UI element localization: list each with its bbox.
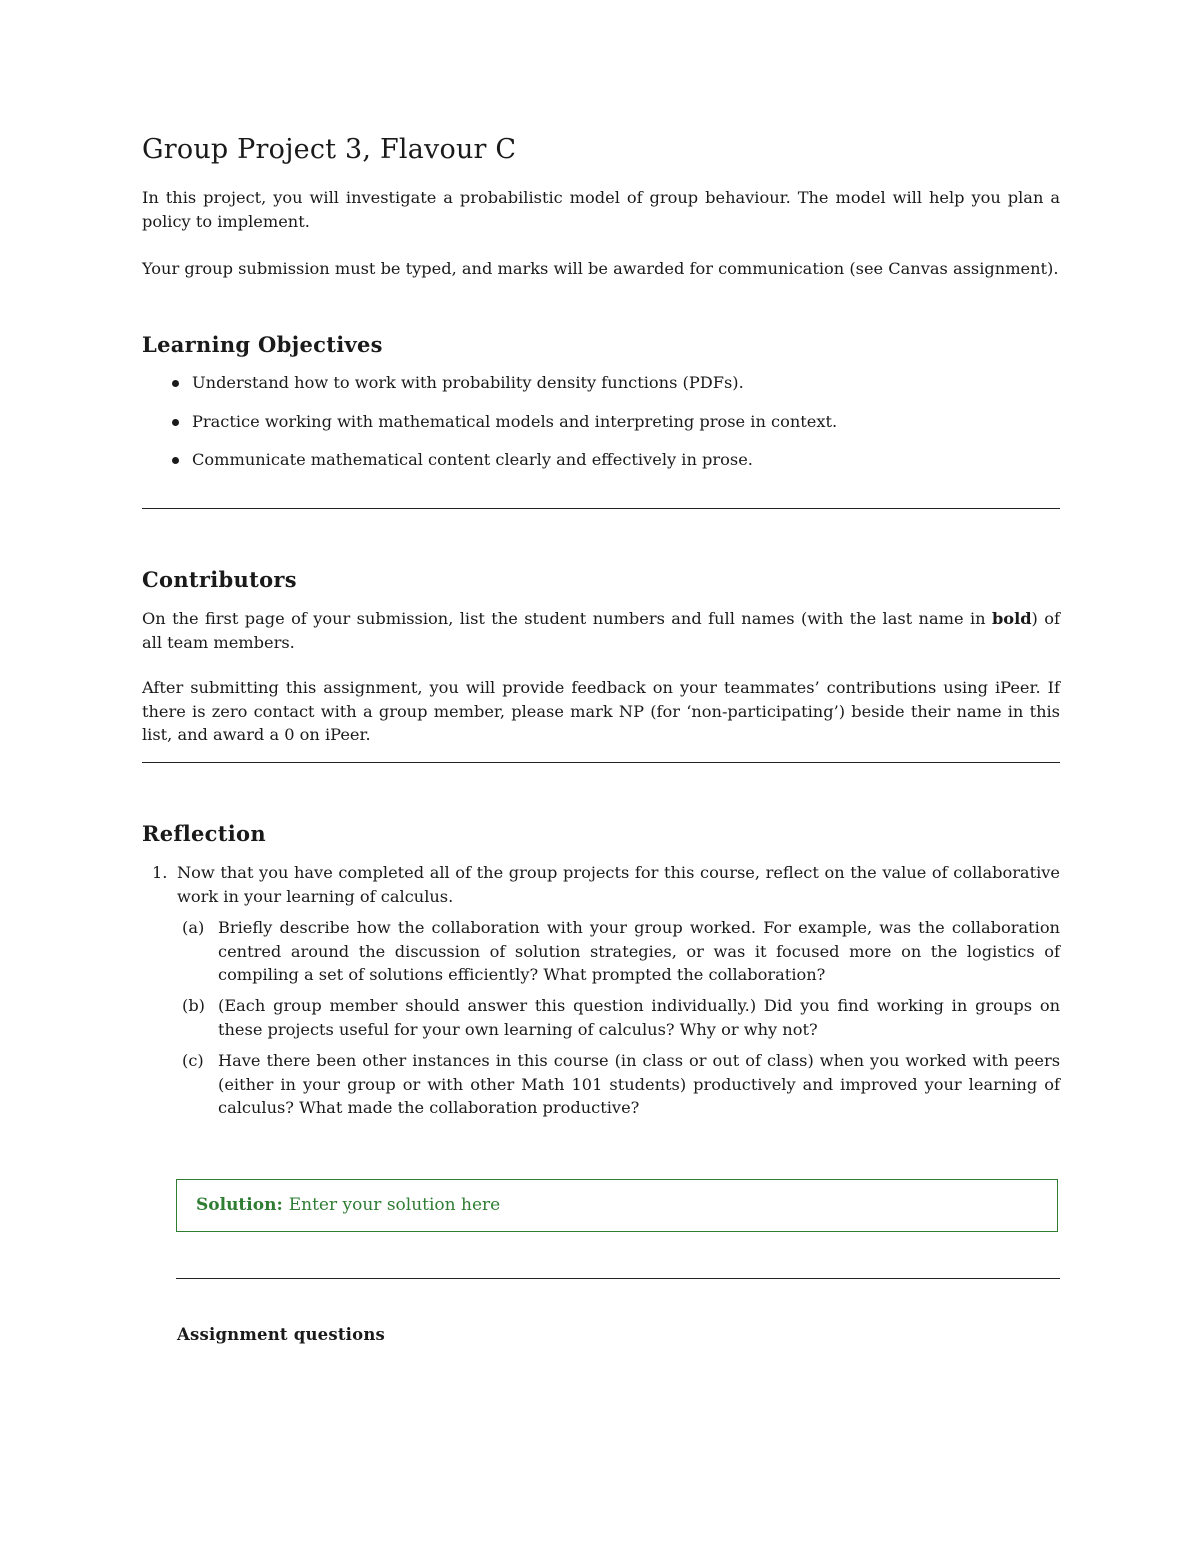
contributors-heading: Contributors	[142, 567, 297, 592]
subquestion-text: (Each group member should answer this question individually.) Did you find working in groups on these projects useful for your own learning of calculus? Why or why not?	[218, 996, 1060, 1039]
solution-box[interactable]	[176, 1179, 1058, 1232]
contributors-text-part: On the first page of your submission, list the student numbers and full names (with the last name in	[142, 609, 992, 628]
question-number: 1.	[152, 863, 168, 882]
solution-placeholder: Enter your solution here	[288, 1195, 501, 1215]
subquestion-label: (c)	[182, 1051, 204, 1070]
bold-word: bold	[991, 609, 1032, 628]
bullet-icon	[172, 380, 179, 387]
section-divider	[142, 762, 1060, 763]
objective-text: Communicate mathematical content clearly and effectively in prose.	[192, 450, 753, 469]
subquestion-text: Have there been other instances in this course (in class or out of class) when you worked with peers (either in your group or with other Math 101 students) productively and improved your learning of calculus? What made the collaboration productive?	[218, 1051, 1060, 1117]
assignment-questions-heading: Assignment questions	[177, 1325, 386, 1344]
section-divider	[142, 508, 1060, 509]
contributors-text-part: ) of all team members.	[142, 609, 1060, 652]
subquestion-label: (a)	[182, 918, 205, 937]
list-item	[172, 410, 1060, 434]
subquestion-label: (b)	[182, 996, 205, 1015]
subquestion-text: Briefly describe how the collaboration with your group worked. For example, was the collaboration centred around the discussion of solution strategies, or was it focused more on the logistics of compiling a set of solutions efficiently? What prompted the collaboration?	[218, 918, 1060, 984]
objective-text: Understand how to work with probability density functions (PDFs).	[192, 373, 744, 392]
bullet-icon	[172, 457, 179, 464]
intro-paragraph-2: Your group submission must be typed, and marks will be awarded for communication (see Canvas assignment).	[142, 259, 1059, 278]
question-text: Now that you have completed all of the group projects for this course, reflect on the value of collaborative work in your learning of calculus.	[177, 863, 1060, 906]
learning-objectives-heading: Learning Objectives	[142, 332, 383, 357]
section-divider	[176, 1278, 1060, 1279]
list-item	[172, 448, 1060, 472]
reflection-heading: Reflection	[142, 821, 266, 846]
list-item	[172, 371, 1060, 395]
bullet-icon	[172, 419, 179, 426]
objective-text: Practice working with mathematical models and interpreting prose in context.	[192, 411, 838, 431]
objectives-list	[172, 371, 1060, 487]
solution-label: Solution:	[196, 1195, 283, 1215]
contributors-paragraph-1	[142, 607, 1060, 654]
contributors-paragraph-2: After submitting this assignment, you will provide feedback on your teammates’ contributions using iPeer. If there is zero contact with a group member, please mark NP (for ‘non-participating’) beside their name in this list, and award a 0 on iPeer.	[142, 678, 1060, 744]
intro-paragraph-1: In this project, you will investigate a probabilistic model of group behaviour. The model will help you plan a policy to implement.	[142, 188, 1060, 231]
page-title: Group Project 3, Flavour C	[142, 134, 517, 165]
